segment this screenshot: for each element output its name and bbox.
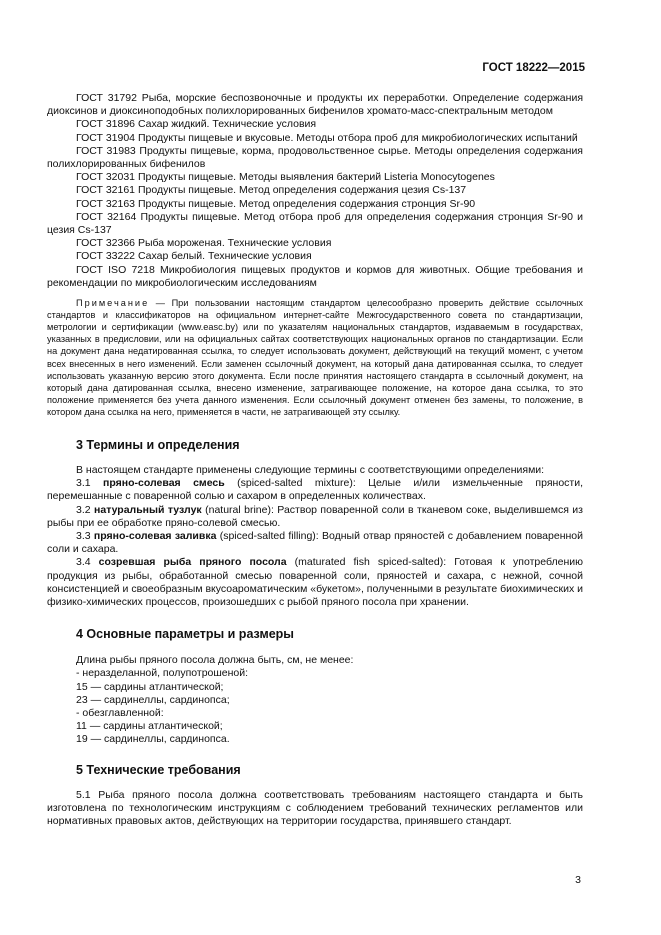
term-definition xyxy=(47,556,583,609)
reference-item: ГОСТ ISO 7218 Микробиология пищевых продуктов и кормов для животных. Общие требования и рекомендации по микробиологическим исследованиям xyxy=(47,263,583,289)
size-line: - неразделанной, полупотрошеной: xyxy=(76,667,249,680)
term-text: (spiced-salted filling): Водный отвар пряностей с добавлением поваренной соли и сахара. xyxy=(47,530,583,556)
reference-item: ГОСТ 31904 Продукты пищевые и вкусовые. Методы отбора проб для микробиологических испытаний xyxy=(76,131,578,144)
size-line: Длина рыбы пряного посола должна быть, см, не менее: xyxy=(76,654,354,667)
section-4-title: 4 Основные параметры и размеры xyxy=(76,627,294,642)
term-definition xyxy=(47,504,583,530)
note-label: Примечание xyxy=(76,298,150,309)
document-code: ГОСТ 18222—2015 xyxy=(482,62,585,74)
term-definition xyxy=(47,530,583,556)
term-number: 3.3 xyxy=(76,530,94,542)
term-text: (maturated fish spiced-salted): Готовая к употреблению продукция из рыбы, обработанной смесью поваренной соли, пряностей и сахара, с нежной, сочной консистенцией и своеобразным вкусоароматическим «букетом», полученными в результате биохимических и физико-химических процессов, произошедших с рыбой пряного посола при хранении. xyxy=(47,556,583,609)
term-definition xyxy=(47,477,583,503)
size-line: 15 — сардины атлантической; xyxy=(76,680,224,693)
term-text: (natural brine): Раствор поваренной соли в тканевом соке, выделившемся из рыбы при ее обработке пряно-солевой смесью. xyxy=(47,503,583,529)
section-5-paragraph: 5.1 Рыба пряного посола должна соответствовать требованиям настоящего стандарта и быть изготовлена по технологическим инструкциям с соблюдением требований технических регламентов или нормативных правовых актов, действующих на территории государства, принявшего стандарт. xyxy=(47,788,583,828)
size-line: 23 — сардинеллы, сардинопса; xyxy=(76,693,230,706)
section-3-intro: В настоящем стандарте применены следующие термины с соответствующими определениями: xyxy=(76,463,545,476)
reference-item: ГОСТ 33222 Сахар белый. Технические условия xyxy=(76,250,312,263)
section-5-title: 5 Технические требования xyxy=(76,762,241,777)
size-line: 19 — сардинеллы, сардинопса. xyxy=(76,733,230,746)
size-line: 11 — сардины атлантической; xyxy=(76,720,223,733)
page-content xyxy=(47,92,583,828)
note-block xyxy=(47,297,583,418)
term-name: пряно-солевая заливка xyxy=(93,530,217,542)
term-number: 3.2 xyxy=(76,503,95,516)
reference-item: ГОСТ 32161 Продукты пищевые. Метод определения содержания цезия Cs-137 xyxy=(76,184,467,197)
term-name: пряно-солевая смесь xyxy=(103,477,225,490)
term-name: натуральный тузлук xyxy=(94,503,202,516)
reference-item: ГОСТ 32164 Продукты пищевые. Метод отбора проб для определения содержания стронция Sr-90 и цезия Cs-137 xyxy=(47,210,583,237)
term-name: созревшая рыба пряного посола xyxy=(98,556,287,569)
reference-item: ГОСТ 32163 Продукты пищевые. Метод определения содержания стронция Sr-90 xyxy=(76,197,476,210)
reference-item: ГОСТ 32031 Продукты пищевые. Методы выявления бактерий Listeria Monocytogenes xyxy=(76,171,495,184)
page-number: 3 xyxy=(575,874,581,886)
term-text: (spiced-salted mixture): Целые и/или измельченные пряности, перемешанные с поваренной солью и сахаром в определенных количествах. xyxy=(47,477,584,503)
reference-item: ГОСТ 31792 Рыба, морские беспозвоночные и продукты их переработки. Определение содержания диоксинов и диоксиноподобных полихлорированных бифенилов хромато-масс-спектральным методом xyxy=(47,92,583,118)
term-number: 3.1 xyxy=(76,477,104,490)
reference-list xyxy=(47,92,583,290)
term-number: 3.4 xyxy=(76,556,99,569)
size-line: - обезглавленной: xyxy=(76,707,164,720)
reference-item: ГОСТ 31896 Сахар жидкий. Технические условия xyxy=(76,118,317,131)
reference-item: ГОСТ 32366 Рыба мороженая. Технические условия xyxy=(76,237,332,250)
reference-item: ГОСТ 31983 Продукты пищевые, корма, продовольственное сырье. Методы определения содержания полихлорированных бифенилов xyxy=(47,144,583,171)
note-text: — При пользовании настоящим стандартом целесообразно проверить действие ссылочных стандартов и классификаторов на официальном интернет-сайте Межгосударственного совета по стандартизации, метрологии и сертификации (www.easc.by) или по указателям национальных стандартов, издаваемым в государствах, указанных в предисловии, или на официальных сайтах соответствующих национальных органов по стандартизации. Если на документ дана недатированная ссылка, то следует использовать документ, действующий на текущий момент, с учетом всех внесенных в него изменений. Если заменен ссылочный документ, на который дана датированная ссылка, то следует использовать указанную версию этого документа. Если после принятия настоящего стандарта в ссылочный документ, на который дана датированная ссылка, внесено изменение, затрагивающее положение, на которое дана ссылка, то это положение применяется без учета данного изменения. Если ссылочный документ отменен без замены, то положение, в котором дана ссылка на него, применяется в части, не затрагивающей эту ссылку. xyxy=(47,298,583,417)
section-3-title: 3 Термины и определения xyxy=(76,437,240,452)
